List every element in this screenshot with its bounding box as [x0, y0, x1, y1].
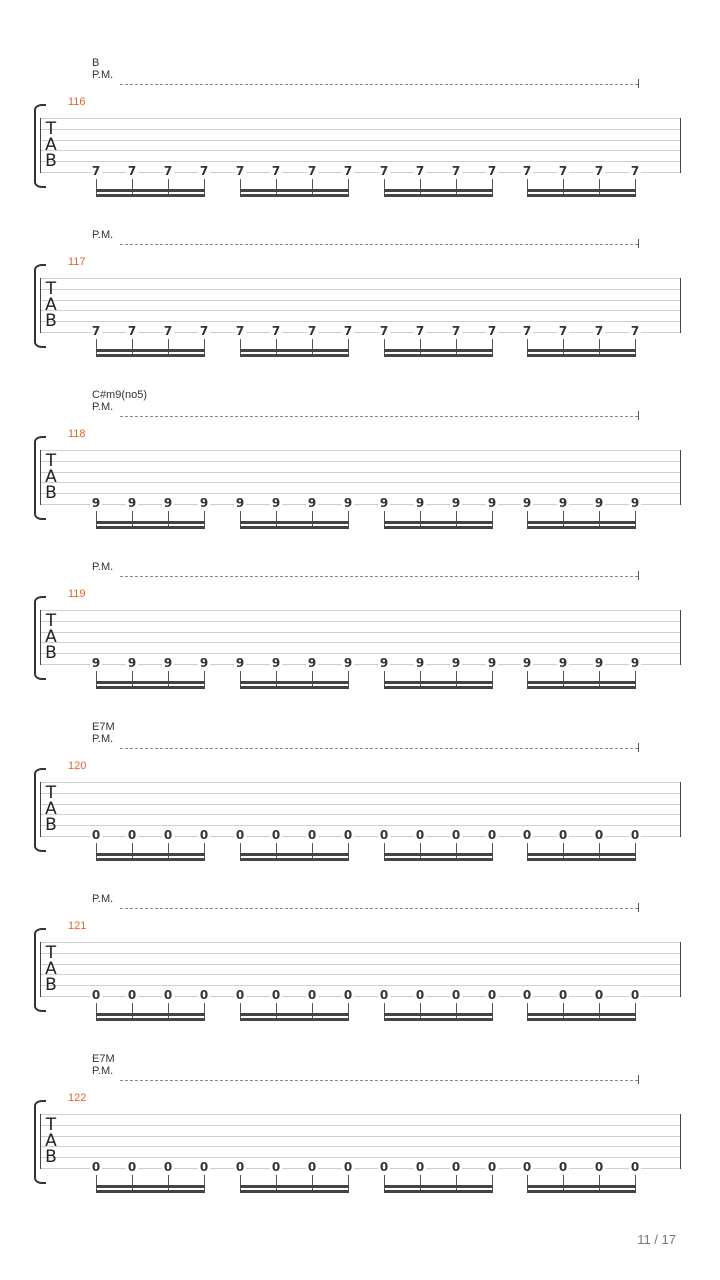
- staff-line: [40, 642, 681, 643]
- end-barline: [680, 1114, 681, 1169]
- sixteenth-beam: [240, 1013, 349, 1016]
- fret-number: 7: [343, 164, 353, 178]
- tab-clef-letter: T: [45, 451, 57, 471]
- fret-number: 0: [594, 988, 604, 1002]
- fret-number: 0: [379, 988, 389, 1002]
- fret-number: 7: [630, 324, 640, 338]
- staff-line: [40, 472, 681, 473]
- fret-number: 0: [594, 1160, 604, 1174]
- sixteenth-beam: [527, 1190, 636, 1193]
- fret-number: 9: [343, 656, 353, 670]
- palm-mute-line: [120, 1080, 638, 1081]
- tab-clef-letter: B: [45, 311, 57, 331]
- page-number: 11 / 17: [637, 1232, 676, 1247]
- sixteenth-beam: [240, 1185, 349, 1188]
- sixteenth-beam: [384, 526, 493, 529]
- start-barline: [40, 942, 41, 997]
- fret-number: 9: [271, 656, 281, 670]
- fret-number: 0: [487, 828, 497, 842]
- sixteenth-beam: [527, 526, 636, 529]
- fret-number: 0: [127, 828, 137, 842]
- fret-number: 7: [379, 164, 389, 178]
- staff-line: [40, 493, 681, 494]
- staff-line: [40, 793, 681, 794]
- staff-line: [40, 814, 681, 815]
- fret-number: 9: [522, 496, 532, 510]
- fret-number: 7: [307, 324, 317, 338]
- staff-line: [40, 482, 681, 483]
- staff-line: [40, 653, 681, 654]
- sixteenth-beam: [527, 1185, 636, 1188]
- staff-line: [40, 289, 681, 290]
- fret-number: 0: [522, 988, 532, 1002]
- fret-number: 7: [558, 324, 568, 338]
- tab-clef-letter: A: [45, 959, 57, 979]
- sixteenth-beam: [527, 858, 636, 861]
- staff-line: [40, 1114, 681, 1115]
- fret-number: 0: [91, 1160, 101, 1174]
- fret-number: 7: [379, 324, 389, 338]
- fret-number: 7: [487, 164, 497, 178]
- fret-number: 0: [199, 1160, 209, 1174]
- measure-number: 117: [68, 256, 86, 268]
- sixteenth-beam: [527, 521, 636, 524]
- sixteenth-beam: [240, 1018, 349, 1021]
- fret-number: 0: [558, 988, 568, 1002]
- fret-number: 0: [163, 988, 173, 1002]
- palm-mute-line: [120, 244, 638, 245]
- system-bracket-bottom: [34, 510, 46, 520]
- tab-clef-letter: B: [45, 815, 57, 835]
- palm-mute-label: P.M.: [92, 1065, 114, 1077]
- fret-number: 9: [630, 496, 640, 510]
- fret-number: 7: [235, 324, 245, 338]
- system-bracket-bottom: [34, 338, 46, 348]
- tab-system: [0, 218, 720, 378]
- fret-number: 0: [199, 828, 209, 842]
- fret-number: 0: [487, 1160, 497, 1174]
- tab-clef-letter: T: [45, 611, 57, 631]
- fret-number: 9: [235, 496, 245, 510]
- fret-number: 0: [127, 1160, 137, 1174]
- palm-mute-end-mark: [638, 743, 639, 752]
- staff-line: [40, 782, 681, 783]
- palm-mute-label: P.M.: [92, 69, 114, 81]
- system-bracket-bottom: [34, 1002, 46, 1012]
- fret-number: 0: [630, 988, 640, 1002]
- fret-number: 9: [522, 656, 532, 670]
- fret-number: 9: [487, 496, 497, 510]
- fret-number: 7: [235, 164, 245, 178]
- fret-number: 9: [379, 656, 389, 670]
- fret-number: 9: [127, 496, 137, 510]
- tab-clef-letter: A: [45, 627, 57, 647]
- fret-number: 9: [594, 656, 604, 670]
- fret-number: 0: [235, 1160, 245, 1174]
- sixteenth-beam: [384, 1185, 493, 1188]
- fret-number: 0: [522, 828, 532, 842]
- palm-mute-label: P.M.: [92, 733, 114, 745]
- measure-number: 121: [68, 920, 87, 932]
- palm-mute-label: P.M.: [92, 229, 114, 241]
- fret-number: 7: [271, 164, 281, 178]
- sixteenth-beam: [240, 349, 349, 352]
- fret-number: 7: [91, 324, 101, 338]
- fret-number: 0: [594, 828, 604, 842]
- fret-number: 7: [594, 164, 604, 178]
- fret-number: 0: [558, 828, 568, 842]
- sixteenth-beam: [96, 354, 205, 357]
- staff-line: [40, 140, 681, 141]
- chord-name: B: [92, 57, 100, 69]
- end-barline: [680, 118, 681, 173]
- chord-name: C#m9(no5): [92, 389, 148, 401]
- fret-number: 9: [271, 496, 281, 510]
- fret-number: 7: [163, 324, 173, 338]
- sixteenth-beam: [384, 681, 493, 684]
- fret-number: 0: [415, 1160, 425, 1174]
- fret-number: 9: [415, 496, 425, 510]
- fret-number: 7: [522, 324, 532, 338]
- fret-number: 0: [451, 988, 461, 1002]
- fret-number: 0: [343, 1160, 353, 1174]
- fret-number: 9: [91, 656, 101, 670]
- sixteenth-beam: [240, 686, 349, 689]
- fret-number: 9: [235, 656, 245, 670]
- start-barline: [40, 610, 41, 665]
- tab-system: [0, 390, 720, 550]
- start-barline: [40, 118, 41, 173]
- staff-line: [40, 1157, 681, 1158]
- tab-system: [0, 1054, 720, 1214]
- measure-number: 120: [68, 760, 87, 772]
- sixteenth-beam: [527, 1013, 636, 1016]
- measure-number: 116: [68, 96, 86, 108]
- staff-line: [40, 942, 681, 943]
- tab-clef-letter: B: [45, 975, 57, 995]
- tab-clef-letter: B: [45, 151, 57, 171]
- fret-number: 7: [558, 164, 568, 178]
- palm-mute-end-mark: [638, 79, 639, 88]
- sixteenth-beam: [384, 354, 493, 357]
- fret-number: 0: [271, 988, 281, 1002]
- tab-clef-letter: B: [45, 643, 57, 663]
- fret-number: 9: [487, 656, 497, 670]
- fret-number: 9: [163, 496, 173, 510]
- fret-number: 7: [594, 324, 604, 338]
- fret-number: 9: [451, 656, 461, 670]
- fret-number: 0: [199, 988, 209, 1002]
- tab-clef-letter: B: [45, 483, 57, 503]
- sixteenth-beam: [96, 1190, 205, 1193]
- tab-clef-letter: T: [45, 943, 57, 963]
- start-barline: [40, 1114, 41, 1169]
- fret-number: 7: [163, 164, 173, 178]
- tab-clef-letter: A: [45, 799, 57, 819]
- tab-clef-letter: A: [45, 467, 57, 487]
- fret-number: 0: [271, 828, 281, 842]
- palm-mute-line: [120, 416, 638, 417]
- start-barline: [40, 278, 41, 333]
- sixteenth-beam: [240, 521, 349, 524]
- fret-number: 0: [343, 988, 353, 1002]
- sixteenth-beam: [240, 853, 349, 856]
- fret-number: 7: [522, 164, 532, 178]
- fret-number: 9: [307, 496, 317, 510]
- fret-number: 0: [91, 828, 101, 842]
- sixteenth-beam: [240, 194, 349, 197]
- sixteenth-beam: [96, 521, 205, 524]
- measure-number: 122: [68, 1092, 87, 1104]
- fret-number: 0: [379, 828, 389, 842]
- fret-number: 7: [630, 164, 640, 178]
- staff-line: [40, 1146, 681, 1147]
- sixteenth-beam: [384, 194, 493, 197]
- fret-number: 9: [199, 656, 209, 670]
- sixteenth-beam: [96, 681, 205, 684]
- staff-line: [40, 150, 681, 151]
- system-bracket-bottom: [34, 842, 46, 852]
- sixteenth-beam: [96, 189, 205, 192]
- palm-mute-label: P.M.: [92, 401, 114, 413]
- fret-number: 9: [451, 496, 461, 510]
- palm-mute-end-mark: [638, 1075, 639, 1084]
- fret-number: 9: [415, 656, 425, 670]
- sixteenth-beam: [96, 853, 205, 856]
- sixteenth-beam: [96, 858, 205, 861]
- fret-number: 0: [630, 828, 640, 842]
- chord-name: E7M: [92, 1053, 115, 1065]
- fret-number: 0: [235, 828, 245, 842]
- sixteenth-beam: [96, 686, 205, 689]
- fret-number: 0: [451, 1160, 461, 1174]
- fret-number: 0: [415, 988, 425, 1002]
- palm-mute-line: [120, 576, 638, 577]
- fret-number: 7: [307, 164, 317, 178]
- end-barline: [680, 610, 681, 665]
- fret-number: 7: [451, 164, 461, 178]
- sixteenth-beam: [96, 1013, 205, 1016]
- staff-line: [40, 632, 681, 633]
- fret-number: 0: [127, 988, 137, 1002]
- tab-clef-letter: T: [45, 119, 57, 139]
- sixteenth-beam: [384, 1013, 493, 1016]
- tab-clef-letter: A: [45, 295, 57, 315]
- fret-number: 7: [199, 164, 209, 178]
- end-barline: [680, 782, 681, 837]
- fret-number: 0: [307, 1160, 317, 1174]
- sixteenth-beam: [384, 1190, 493, 1193]
- fret-number: 9: [558, 656, 568, 670]
- fret-number: 0: [307, 828, 317, 842]
- tab-system: [0, 882, 720, 1042]
- end-barline: [680, 450, 681, 505]
- staff-line: [40, 610, 681, 611]
- fret-number: 7: [343, 324, 353, 338]
- sixteenth-beam: [240, 858, 349, 861]
- staff-line: [40, 310, 681, 311]
- fret-number: 9: [343, 496, 353, 510]
- tab-clef-letter: A: [45, 1131, 57, 1151]
- fret-number: 7: [271, 324, 281, 338]
- fret-number: 0: [235, 988, 245, 1002]
- fret-number: 9: [558, 496, 568, 510]
- staff-line: [40, 461, 681, 462]
- fret-number: 9: [379, 496, 389, 510]
- fret-number: 0: [163, 828, 173, 842]
- sixteenth-beam: [240, 526, 349, 529]
- staff-line: [40, 1125, 681, 1126]
- fret-number: 9: [307, 656, 317, 670]
- staff-line: [40, 450, 681, 451]
- fret-number: 9: [594, 496, 604, 510]
- staff-line: [40, 321, 681, 322]
- sixteenth-beam: [96, 526, 205, 529]
- fret-number: 7: [451, 324, 461, 338]
- fret-number: 0: [630, 1160, 640, 1174]
- sixteenth-beam: [527, 354, 636, 357]
- staff-line: [40, 974, 681, 975]
- palm-mute-end-mark: [638, 411, 639, 420]
- fret-number: 0: [379, 1160, 389, 1174]
- fret-number: 0: [307, 988, 317, 1002]
- end-barline: [680, 942, 681, 997]
- sixteenth-beam: [384, 853, 493, 856]
- fret-number: 0: [343, 828, 353, 842]
- palm-mute-line: [120, 908, 638, 909]
- fret-number: 0: [487, 988, 497, 1002]
- chord-name: E7M: [92, 721, 115, 733]
- measure-number: 119: [68, 588, 86, 600]
- fret-number: 0: [163, 1160, 173, 1174]
- fret-number: 7: [127, 164, 137, 178]
- staff-line: [40, 278, 681, 279]
- sixteenth-beam: [96, 1185, 205, 1188]
- fret-number: 0: [271, 1160, 281, 1174]
- palm-mute-label: P.M.: [92, 893, 114, 905]
- palm-mute-end-mark: [638, 239, 639, 248]
- fret-number: 9: [630, 656, 640, 670]
- start-barline: [40, 782, 41, 837]
- sixteenth-beam: [96, 349, 205, 352]
- fret-number: 0: [91, 988, 101, 1002]
- sixteenth-beam: [96, 1018, 205, 1021]
- tab-clef-letter: A: [45, 135, 57, 155]
- fret-number: 9: [91, 496, 101, 510]
- fret-number: 7: [415, 324, 425, 338]
- sixteenth-beam: [384, 521, 493, 524]
- sixteenth-beam: [527, 686, 636, 689]
- sixteenth-beam: [384, 189, 493, 192]
- fret-number: 0: [558, 1160, 568, 1174]
- sixteenth-beam: [527, 194, 636, 197]
- staff-line: [40, 118, 681, 119]
- palm-mute-line: [120, 84, 638, 85]
- fret-number: 9: [127, 656, 137, 670]
- sixteenth-beam: [527, 349, 636, 352]
- staff-line: [40, 953, 681, 954]
- staff-line: [40, 300, 681, 301]
- fret-number: 9: [163, 656, 173, 670]
- sixteenth-beam: [527, 853, 636, 856]
- fret-number: 7: [487, 324, 497, 338]
- start-barline: [40, 450, 41, 505]
- sixteenth-beam: [384, 858, 493, 861]
- sixteenth-beam: [527, 189, 636, 192]
- sixteenth-beam: [384, 349, 493, 352]
- palm-mute-label: P.M.: [92, 561, 114, 573]
- tab-system: [0, 722, 720, 882]
- tab-clef-letter: T: [45, 783, 57, 803]
- sixteenth-beam: [384, 686, 493, 689]
- fret-number: 7: [415, 164, 425, 178]
- tab-system: [0, 550, 720, 710]
- staff-line: [40, 985, 681, 986]
- fret-number: 0: [522, 1160, 532, 1174]
- fret-number: 7: [91, 164, 101, 178]
- fret-number: 9: [199, 496, 209, 510]
- tab-system: [0, 58, 720, 218]
- staff-line: [40, 804, 681, 805]
- palm-mute-line: [120, 748, 638, 749]
- palm-mute-end-mark: [638, 903, 639, 912]
- sixteenth-beam: [240, 189, 349, 192]
- tab-clef-letter: T: [45, 1115, 57, 1135]
- fret-number: 7: [199, 324, 209, 338]
- measure-number: 118: [68, 428, 86, 440]
- fret-number: 7: [127, 324, 137, 338]
- sixteenth-beam: [527, 1018, 636, 1021]
- sixteenth-beam: [384, 1018, 493, 1021]
- fret-number: 0: [451, 828, 461, 842]
- staff-line: [40, 1136, 681, 1137]
- tab-clef-letter: T: [45, 279, 57, 299]
- staff-line: [40, 161, 681, 162]
- system-bracket-bottom: [34, 670, 46, 680]
- end-barline: [680, 278, 681, 333]
- staff-line: [40, 825, 681, 826]
- tab-clef-letter: B: [45, 1147, 57, 1167]
- sixteenth-beam: [527, 681, 636, 684]
- staff-line: [40, 964, 681, 965]
- fret-number: 0: [415, 828, 425, 842]
- staff-line: [40, 129, 681, 130]
- system-bracket-bottom: [34, 178, 46, 188]
- staff-line: [40, 621, 681, 622]
- system-bracket-bottom: [34, 1174, 46, 1184]
- sixteenth-beam: [240, 681, 349, 684]
- palm-mute-end-mark: [638, 571, 639, 580]
- sixteenth-beam: [96, 194, 205, 197]
- sixteenth-beam: [240, 354, 349, 357]
- sixteenth-beam: [240, 1190, 349, 1193]
